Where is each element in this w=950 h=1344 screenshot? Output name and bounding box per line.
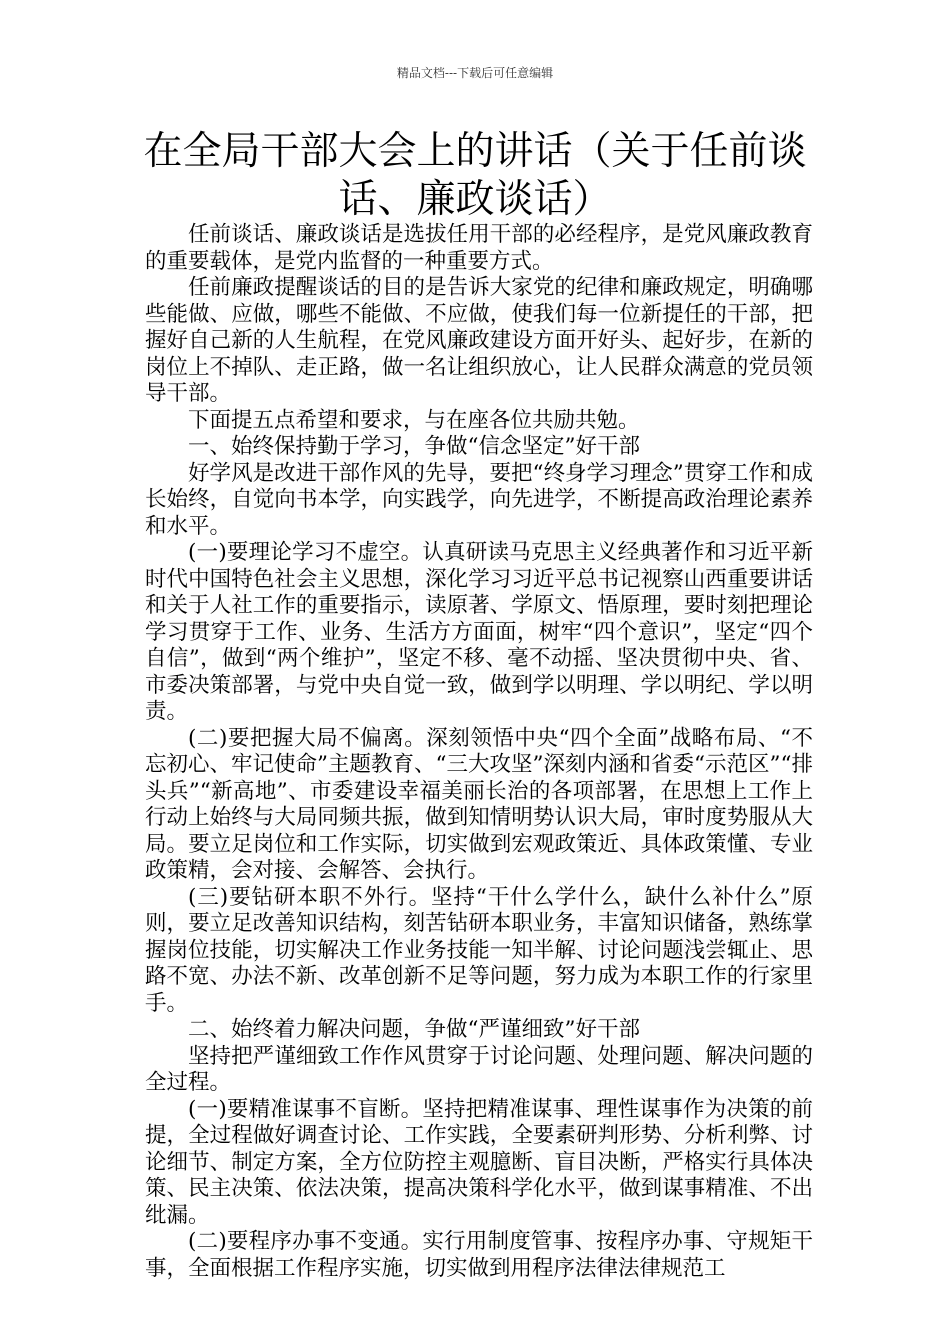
paragraph: (二)要把握大局不偏离。深刻领悟中央“四个全面”战略布局、“不忘初心、牢记使命”主题教育、“三大攻坚”深刻内涵和省委“示范区”“排头兵”“新高地”、市委建设幸福美丽长治的各项部署，在思想上工作上行动上始终与大局同频共振，做到知情明势认识大局，审时度势服从大局。要立足岗位和工作实际，切实做到宏观政策近、具体政策懂、专业政策精，会对接、会解答、会执行。	[145, 725, 813, 883]
document-title: 在全局干部大会上的讲话（关于任前谈话、廉政谈话）	[143, 129, 807, 222]
paragraph: 坚持把严谨细致工作作风贯穿于讨论问题、处理问题、解决问题的全过程。	[145, 1043, 813, 1095]
paragraph: 下面提五点希望和要求，与在座各位共励共勉。	[188, 407, 640, 433]
paragraph: (二)要程序办事不变通。实行用制度管事、按程序办事、守规矩干事，全面根据工作程序实施，切实做到用程序法律法律规范工	[145, 1229, 813, 1281]
paragraph: 好学风是改进干部作风的先导，要把“终身学习理念”贯穿工作和成长始终，自觉向书本学，向实践学，向先进学，不断提高政治理论素养和水平。	[145, 460, 813, 539]
section-heading: 一、始终保持勤于学习，争做“信念坚定”好干部	[188, 434, 640, 459]
header-note: 精品文档---下载后可任意编辑	[396, 66, 554, 80]
paragraph: 任前谈话、廉政谈话是选拔任用干部的必经程序，是党风廉政教育的重要载体，是党内监督的一种重要方式。	[145, 222, 813, 274]
paragraph: (一)要理论学习不虚空。认真研读马克思主义经典著作和习近平新时代中国特色社会主义思想，深化学习习近平总书记视察山西重要讲话和关于人社工作的重要指示，读原著、学原文、悟原理，要时刻把理论学习贯穿于工作、业务、生活方方面面，树牢“四个意识”，坚定“四个自信”，做到“两个维护”，坚定不移、毫不动摇、坚决贯彻中央、省、市委决策部署，与党中央自觉一致，做到学以明理、学以明纪、学以明责。	[145, 540, 813, 724]
paragraph: (一)要精准谋事不盲断。坚持把精准谋事、理性谋事作为决策的前提，全过程做好调查讨论、工作实践，全要素研判形势、分析利弊、讨论细节、制定方案，全方位防控主观臆断、盲目决断，严格实行具体决策、民主决策、依法决策，提高决策科学化水平，做到谋事精准、不出纰漏。	[145, 1096, 813, 1228]
paragraph: 任前廉政提醒谈话的目的是告诉大家党的纪律和廉政规定，明确哪些能做、应做，哪些不能做、不应做，使我们每一位新提任的干部，把握好自己新的人生航程，在党风廉政建设方面开好头、起好步，在新的岗位上不掉队、走正路，做一名让组织放心，让人民群众满意的党员领导干部。	[145, 275, 813, 406]
section-heading: 二、始终着力解决问题，争做“严谨细致”好干部	[188, 1017, 640, 1042]
paragraph: (三)要钻研本职不外行。坚持“干什么学什么，缺什么补什么”原则，要立足改善知识结构，刻苦钻研本职业务，丰富知识储备，熟练掌握岗位技能，切实解决工作业务技能一知半解、讨论问题浅尝辄止、思路不宽、办法不新、改革创新不足等问题，努力成为本职工作的行家里手。	[145, 884, 813, 1016]
document-body	[145, 222, 813, 1282]
